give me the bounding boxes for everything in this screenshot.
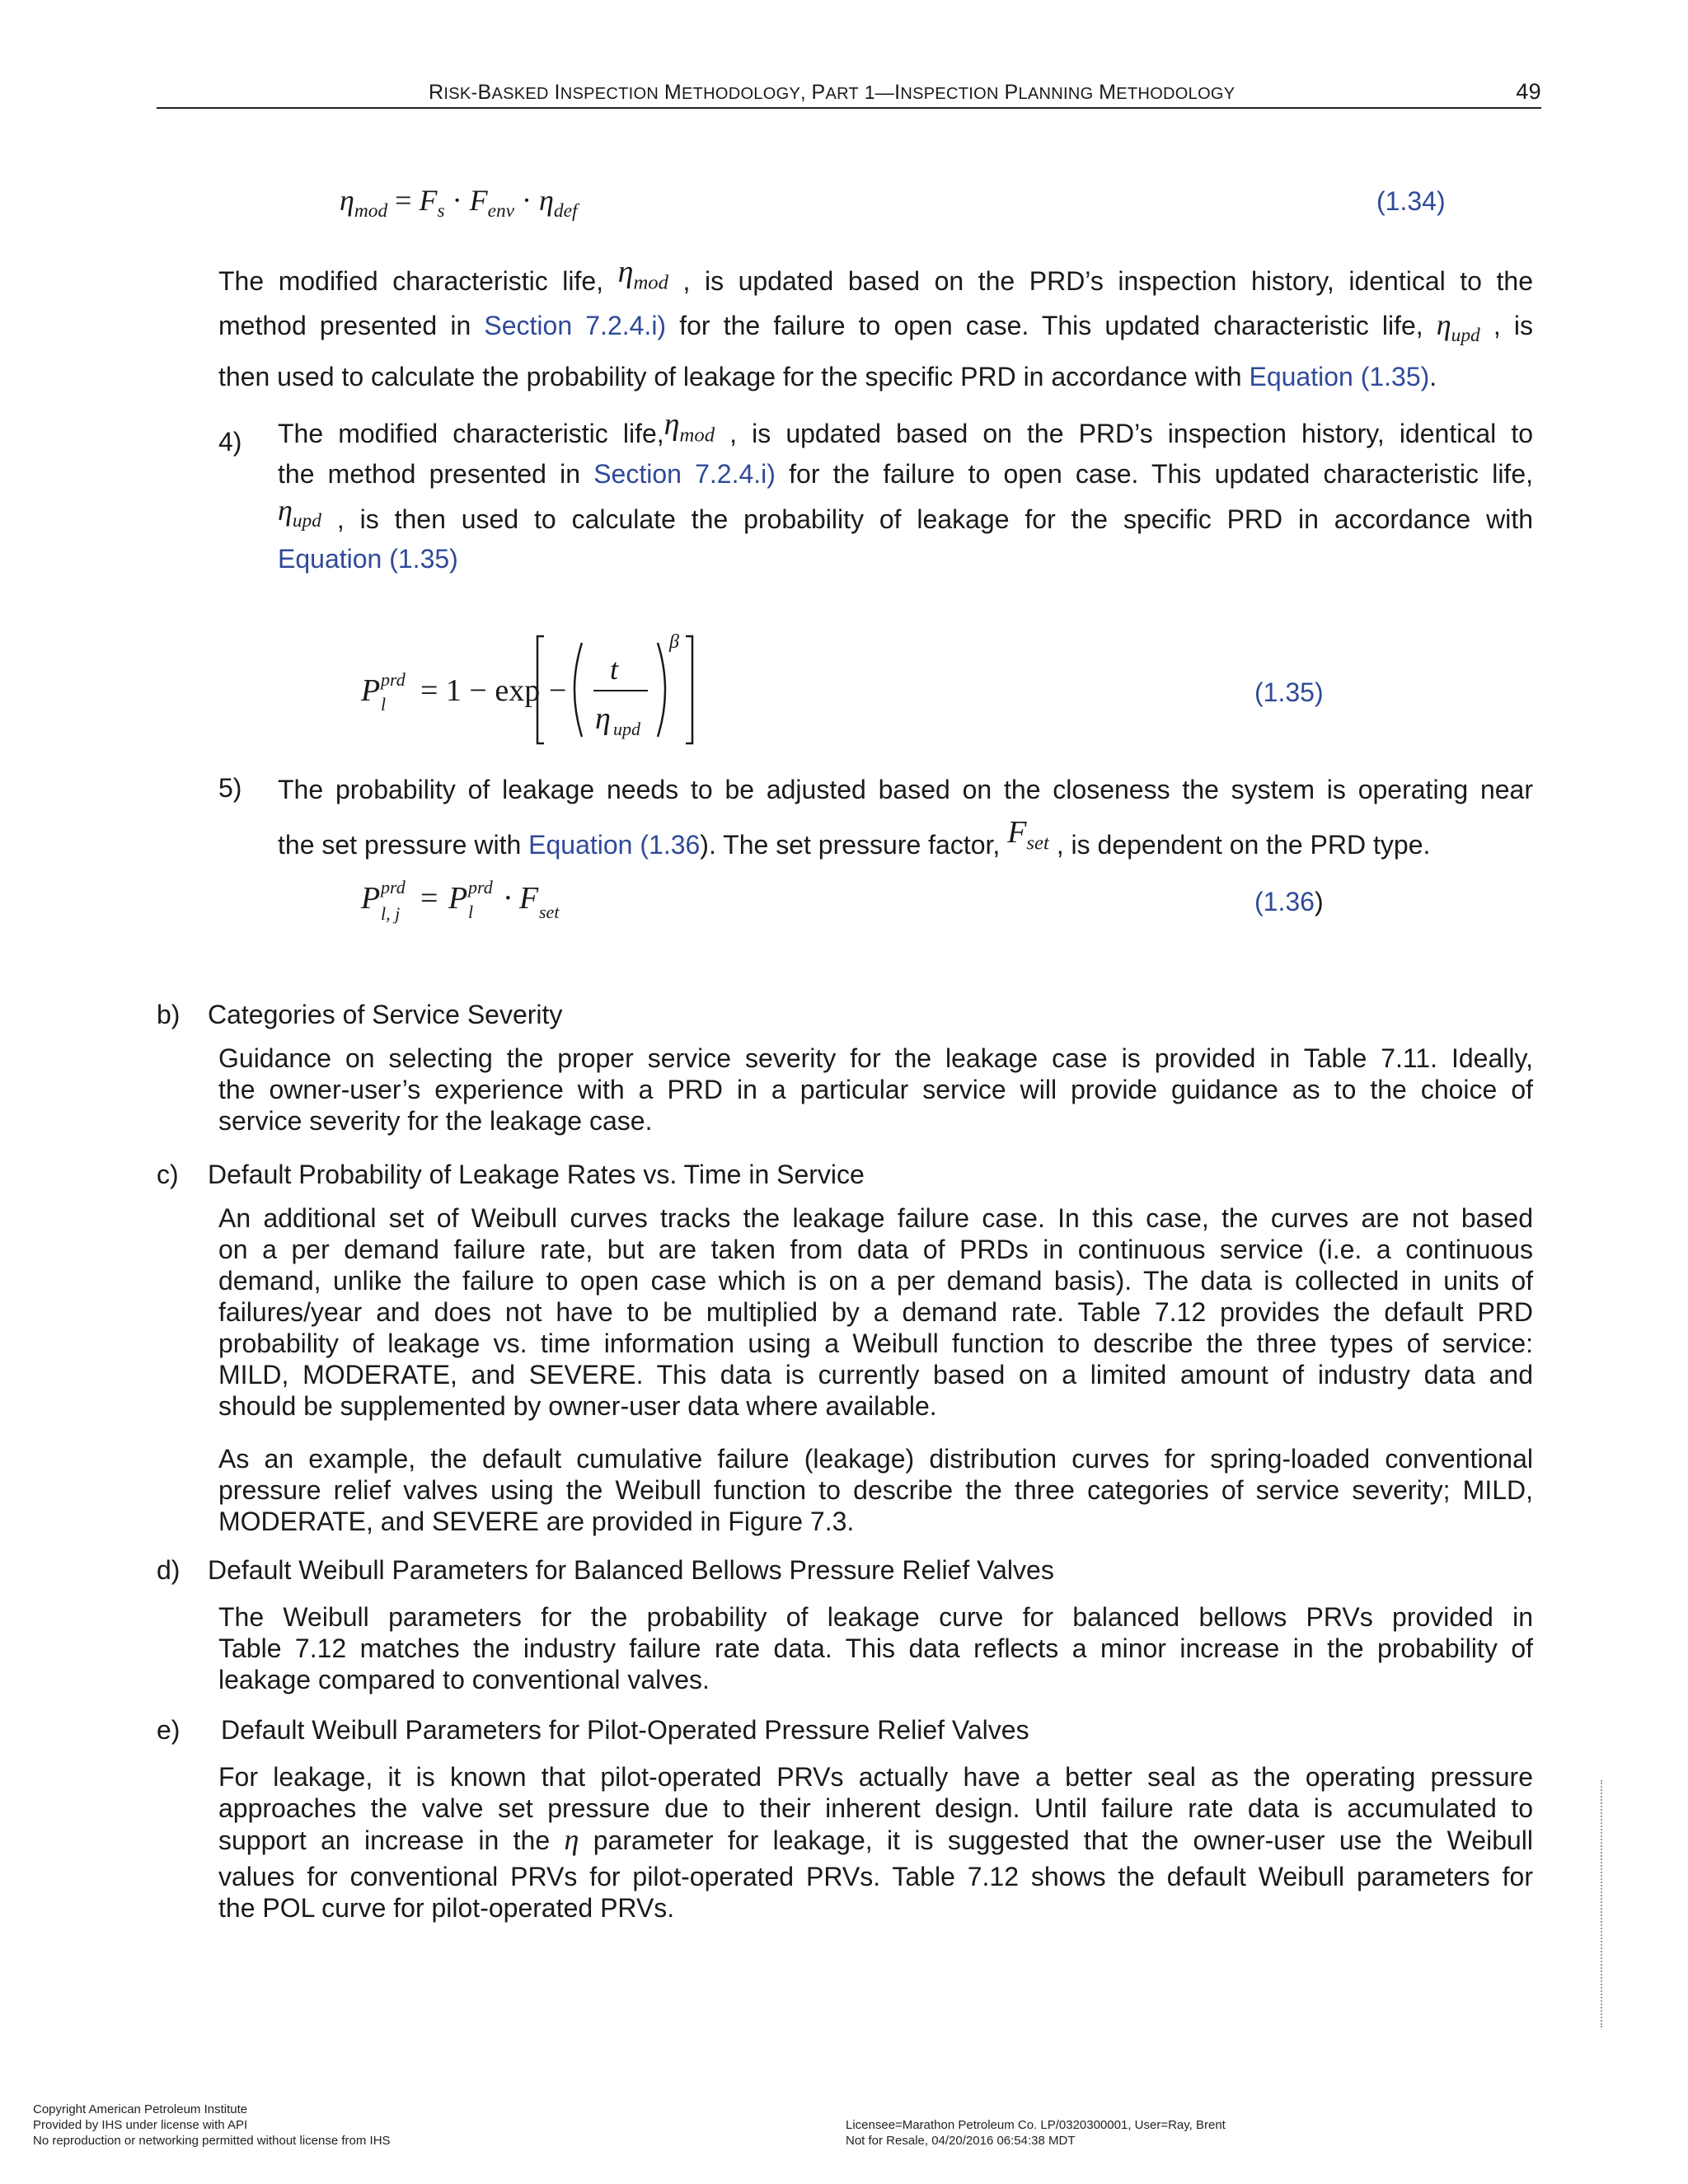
paragraph-line: As an example, the default cumulative failure (leakage) distribution curves for spring-loaded conventional — [218, 1444, 1533, 1474]
paragraph-line: For leakage, it is known that pilot-operated PRVs actually have a better seal as the operating pressure — [218, 1762, 1533, 1792]
svg-text:l: l — [468, 902, 474, 922]
footer-line: Copyright American Petroleum Institute — [33, 2102, 248, 2116]
section-c-label: c) — [157, 1160, 179, 1189]
paragraph-line: the POL curve for pilot-operated PRVs. — [218, 1893, 675, 1923]
svg-text:=: = — [420, 881, 438, 916]
section-b-paragraph — [218, 1043, 1533, 1137]
paragraph-line: approaches the valve set pressure due to their inherent design. Until failure rate data is accumulated to — [218, 1793, 1533, 1823]
footer-line: Not for Resale, 04/20/2016 06:54:38 MDT — [846, 2134, 1076, 2148]
eta-mod-symbol: $\eta_{mod}$ — [663, 407, 715, 447]
equation-1-36 — [354, 874, 602, 931]
equation-1-35-link[interactable]: Equation (1.35) — [278, 543, 458, 574]
svg-text:= 1 − exp: = 1 − exp — [420, 673, 541, 708]
paragraph-line: the set pressure with Equation (1.36). The set pressure factor, $F_{set}$ , is dependent on the PRD type. — [278, 815, 1431, 860]
paragraph-line: The probability of leakage needs to be adjusted based on the closeness the system is operating near — [278, 775, 1533, 804]
paragraph-modified-life — [218, 255, 1534, 393]
paragraph-line: support an increase in the η parameter for leakage, it is suggested that the owner-user use the Weibull — [218, 1823, 1534, 1856]
eta-mod-symbol: $\eta_{mod}$ — [617, 255, 668, 294]
header-rule — [157, 107, 1541, 109]
f-set-symbol: $F_{set}$ — [1007, 815, 1049, 855]
paragraph-line: then used to calculate the probability of leakage for the specific PRD in accordance with Equation (1.35). — [218, 361, 1437, 391]
svg-text:P: P — [361, 881, 381, 916]
equation-1-35-number: (1.35) — [1254, 677, 1324, 707]
section-d-label: d) — [157, 1555, 181, 1585]
section-c-heading: Default Probability of Leakage Rates vs. Time in Service — [208, 1160, 865, 1189]
paragraph-line: MILD, MODERATE, and SEVERE. This data is currently based on a limited amount of industry data and — [218, 1360, 1533, 1390]
equation-1-36-number: (1.36) — [1254, 887, 1324, 916]
paragraph-line: MODERATE, and SEVERE are provided in Figure 7.3. — [218, 1507, 855, 1536]
equation-1-36-formula — [354, 874, 602, 931]
eta-upd-symbol: $\eta_{upd}$ — [1436, 307, 1480, 346]
paragraph-line: the owner-user’s experience with a PRD in a particular service will provide guidance as to the choice of — [218, 1075, 1533, 1104]
equation-1-35-formula — [354, 626, 701, 750]
svg-text:·: · — [503, 881, 513, 916]
paragraph-line: The Weibull parameters for the probability of leakage curve for balanced bellows PRVs provided in — [218, 1602, 1533, 1632]
page-number: 49 — [1516, 79, 1541, 104]
svg-text:β: β — [669, 631, 679, 653]
section-7-2-4-i-link[interactable]: Section 7.2.4.i) — [593, 458, 776, 489]
paragraph-line: leakage compared to conventional valves. — [218, 1665, 710, 1694]
svg-text:prd: prd — [381, 669, 406, 690]
svg-text:P: P — [361, 673, 381, 708]
paragraph-line — [278, 542, 1533, 575]
footer-left — [33, 2102, 391, 2149]
equation-1-35-link[interactable]: Equation (1.35) — [1249, 361, 1430, 391]
paragraph-line: The modified characteristic life, $\eta_{mod}$ , is updated based on the PRD’s inspection history, identical to the — [218, 255, 1533, 296]
eta-symbol: η — [564, 1823, 579, 1856]
section-c-paragraph-2 — [218, 1443, 1533, 1537]
footer-line: Provided by IHS under license with API — [33, 2118, 248, 2132]
svg-text:−: − — [549, 673, 567, 708]
section-d-heading: Default Weibull Parameters for Balanced Bellows Pressure Relief Valves — [208, 1555, 1054, 1585]
paragraph-line: method presented in Section 7.2.4.i) for the failure to open case. This updated characteristic life, $\eta_{upd}$ , is — [218, 307, 1534, 346]
paragraph-line: $\eta_{upd}$ , is then used to calculate the probability of leakage for the specific PRD in accordance with — [278, 493, 1534, 534]
margin-dotted-mark — [1601, 1780, 1604, 2027]
paragraph-line: Guidance on selecting the proper service severity for the leakage case is provided in Table 7.11. Ideally, — [218, 1043, 1533, 1073]
footer-right — [846, 2117, 1226, 2149]
paragraph-line: service severity for the leakage case. — [218, 1106, 653, 1136]
svg-text:prd: prd — [468, 877, 493, 898]
equation-1-36-link[interactable]: Equation (1.36 — [528, 830, 701, 860]
svg-text:set: set — [539, 902, 560, 922]
equation-1-34: $\eta_{mod} = F_s \cdot F_{env} \cdot \eta_{def}$ — [340, 184, 578, 223]
item-4-label: 4) — [218, 427, 242, 457]
item-5-text — [278, 773, 1533, 872]
equation-1-35 — [354, 626, 701, 750]
eta-upd-symbol: $\eta_{upd}$ — [278, 493, 321, 532]
paragraph-line: on a per demand failure rate, but are taken from data of PRDs in continuous service (i.e. a continuous — [218, 1235, 1533, 1264]
section-7-2-4-i-link[interactable]: Section 7.2.4.i) — [484, 310, 667, 340]
section-e-heading: Default Weibull Parameters for Pilot-Operated Pressure Relief Valves — [221, 1715, 1029, 1745]
paragraph-line: pressure relief valves using the Weibull function to describe the three categories of service severity; MILD, — [218, 1475, 1533, 1505]
section-e-label: e) — [157, 1715, 181, 1745]
svg-text:η: η — [595, 701, 611, 736]
section-e-paragraph — [218, 1761, 1533, 1924]
paragraph-line: The modified characteristic $life,\eta_{mod}$ , is updated based on the PRD’s inspection history, identical to — [278, 407, 1534, 448]
svg-text:prd: prd — [381, 877, 406, 898]
footer-line: No reproduction or networking permitted without license from IHS — [33, 2134, 391, 2148]
svg-text:P: P — [448, 881, 468, 916]
paragraph-line: Table 7.12 matches the industry failure rate data. This data reflects a minor increase in the probability of — [218, 1633, 1533, 1663]
svg-text:l, j: l, j — [381, 903, 401, 924]
svg-text:upd: upd — [613, 719, 640, 739]
paragraph-line: demand, unlike the failure to open case which is on a per demand basis). The data is collected in units of — [218, 1266, 1533, 1296]
svg-text:F: F — [519, 881, 539, 916]
running-header-title: RISK-BASKED INSPECTION METHODOLOGY, PART 1—INSPECTION PLANNING METHODOLOGY — [429, 81, 1236, 104]
section-b-heading: Categories of Service Severity — [208, 1000, 563, 1029]
footer-line: Licensee=Marathon Petroleum Co. LP/0320300001, User=Ray, Brent — [846, 2118, 1226, 2132]
item-4-text — [278, 407, 1534, 575]
paragraph-line: An additional set of Weibull curves tracks the leakage failure case. In this case, the curves are not based — [218, 1203, 1533, 1233]
paragraph-line: probability of leakage vs. time information using a Weibull function to describe the three types of service: — [218, 1329, 1533, 1358]
section-c-paragraph-1 — [218, 1202, 1533, 1422]
section-d-paragraph — [218, 1601, 1533, 1695]
section-b-label: b) — [157, 1000, 181, 1029]
svg-text:t: t — [610, 653, 619, 686]
item-5-label: 5) — [218, 773, 242, 803]
equation-1-34-number: (1.34) — [1376, 186, 1446, 216]
paragraph-line: should be supplemented by owner-user data where available. — [218, 1391, 937, 1421]
svg-text:l: l — [381, 694, 387, 715]
paragraph-line: failures/year and does not have to be multiplied by a demand rate. Table 7.12 provides the default PRD — [218, 1297, 1533, 1327]
paragraph-line: the method presented in Section 7.2.4.i) for the failure to open case. This updated characteristic life, — [278, 458, 1534, 489]
paragraph-line: values for conventional PRVs for pilot-operated PRVs. Table 7.12 shows the default Weibull parameters for — [218, 1862, 1533, 1891]
